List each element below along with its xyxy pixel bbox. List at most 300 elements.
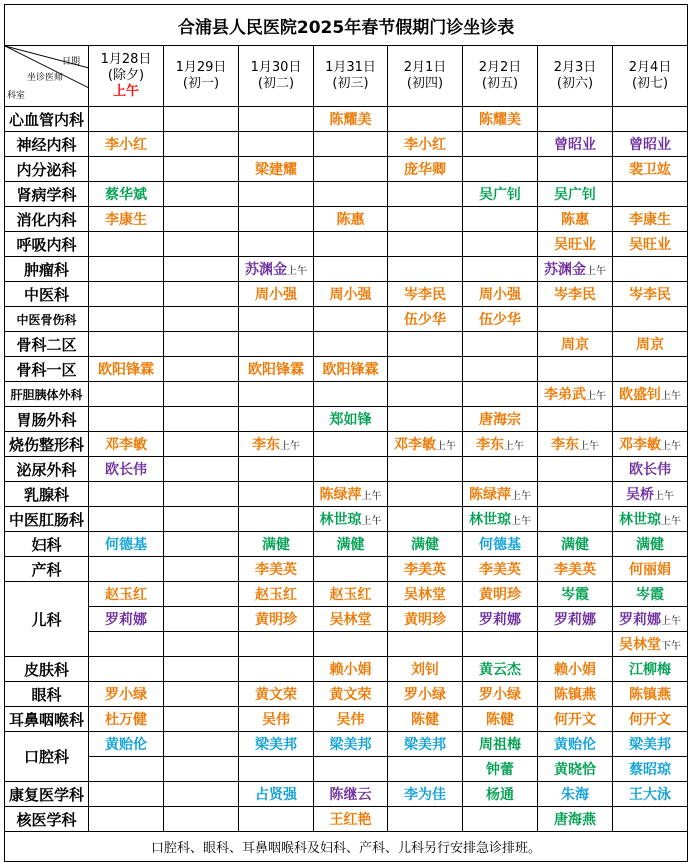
day-festival: (初二) [257, 76, 295, 91]
doctor-name: 周小强 [479, 287, 521, 303]
schedule-cell [388, 357, 463, 382]
schedule-cell [463, 182, 538, 207]
schedule-cell [164, 632, 239, 657]
schedule-cell [613, 232, 688, 257]
schedule-cell [463, 132, 538, 157]
doctor-name: 周小强 [329, 287, 372, 303]
schedule-cell [613, 357, 688, 382]
department-name: 神经内科 [5, 132, 89, 157]
schedule-cell [239, 582, 314, 607]
schedule-cell [164, 357, 239, 382]
schedule-cell [164, 207, 239, 232]
schedule-cell [314, 157, 388, 182]
doctor-name: 何开文 [554, 712, 596, 728]
doctor-name: 占贤强 [255, 787, 297, 803]
schedule-cell [463, 482, 538, 507]
table-row [5, 532, 688, 557]
schedule-cell [89, 282, 164, 307]
schedule-cell [239, 357, 314, 382]
schedule-cell [89, 657, 164, 682]
schedule-cell [388, 257, 463, 282]
schedule-cell [164, 582, 239, 607]
schedule-cell [314, 257, 388, 282]
department-name: 儿科 [5, 582, 89, 657]
schedule-cell [613, 432, 688, 457]
doctor-name: 何德基 [105, 537, 147, 553]
schedule-cell [89, 707, 164, 732]
doctor-name: 苏渊金 [544, 262, 586, 278]
schedule-cell [463, 357, 538, 382]
doctor-name: 蔡昭琼 [629, 762, 672, 778]
doctor-name: 赵玉红 [329, 587, 372, 603]
schedule-cell [89, 782, 164, 807]
session-note: 下午 [661, 641, 682, 652]
department-name: 呼吸内科 [5, 232, 89, 257]
schedule-cell [164, 807, 239, 832]
doctor-name: 伍少华 [404, 312, 446, 328]
schedule-cell [239, 107, 314, 132]
schedule-cell [89, 357, 164, 382]
schedule-cell [164, 307, 239, 332]
table-row [5, 582, 688, 607]
schedule-cell [314, 432, 388, 457]
doctor-name: 唐海宗 [479, 412, 521, 428]
schedule-cell [388, 557, 463, 582]
schedule-cell [89, 182, 164, 207]
doctor-name: 唐海燕 [554, 812, 596, 828]
department-name: 产科 [5, 557, 89, 582]
schedule-cell [613, 457, 688, 482]
department-name: 皮肤科 [5, 657, 89, 682]
doctor-name: 王红艳 [329, 812, 372, 828]
doctor-name: 满健 [411, 537, 439, 553]
doctor-name: 陈继云 [329, 787, 372, 803]
schedule-cell [89, 557, 164, 582]
doctor-name: 朱海 [561, 787, 589, 803]
schedule-cell [89, 107, 164, 132]
schedule-cell [538, 782, 613, 807]
schedule-cell [164, 407, 239, 432]
schedule-cell [613, 307, 688, 332]
schedule-cell [388, 407, 463, 432]
schedule-cell [314, 582, 388, 607]
doctor-name: 欧长伟 [105, 462, 147, 478]
doctor-name: 邓李敏 [105, 437, 147, 453]
doctor-name: 岑霞 [561, 587, 589, 603]
corner-header [5, 46, 89, 107]
day-festival: (初四) [406, 76, 444, 91]
schedule-cell [538, 282, 613, 307]
department-name: 核医学科 [5, 807, 89, 832]
doctor-name: 杜万健 [105, 712, 147, 728]
schedule-cell [164, 382, 239, 407]
department-name: 泌尿外科 [5, 457, 89, 482]
table-row [5, 557, 688, 582]
schedule-cell [314, 707, 388, 732]
doctor-name: 黄云杰 [479, 662, 521, 678]
schedule-cell [314, 482, 388, 507]
schedule-cell [239, 532, 314, 557]
doctor-name: 杨通 [486, 787, 514, 803]
schedule-cell [613, 507, 688, 532]
schedule-cell [613, 107, 688, 132]
day-header [164, 46, 239, 107]
schedule-cell [613, 132, 688, 157]
department-name: 中医科 [5, 282, 89, 307]
schedule-cell [314, 207, 388, 232]
schedule-cell [314, 632, 388, 657]
schedule-table [4, 4, 688, 862]
schedule-cell [314, 382, 388, 407]
schedule-cell [89, 432, 164, 457]
department-name: 骨科一区 [5, 357, 89, 382]
schedule-cell [463, 207, 538, 232]
schedule-cell [613, 657, 688, 682]
doctor-name: 曾昭业 [629, 137, 672, 153]
schedule-cell [314, 307, 388, 332]
doctor-name: 李康生 [629, 212, 672, 228]
doctor-name: 黄文荣 [329, 687, 372, 703]
table-row [5, 657, 688, 682]
schedule-cell [89, 257, 164, 282]
doctor-name: 林世琼 [469, 512, 511, 528]
schedule-cell [388, 432, 463, 457]
doctor-name: 李小红 [404, 137, 446, 153]
day-festival: (除夕) [107, 68, 145, 83]
schedule-cell [538, 307, 613, 332]
doctor-name: 岑霞 [636, 587, 665, 603]
schedule-cell [89, 507, 164, 532]
session-note: 上午 [654, 491, 675, 502]
doctor-name: 吴伟 [336, 712, 365, 728]
doctor-name: 吴广钊 [554, 187, 596, 203]
doctor-name: 陈健 [486, 712, 514, 728]
schedule-cell [388, 382, 463, 407]
schedule-cell [613, 382, 688, 407]
department-name: 消化内科 [5, 207, 89, 232]
day-header [613, 46, 688, 107]
schedule-cell [314, 557, 388, 582]
schedule-cell [538, 557, 613, 582]
schedule-cell [388, 707, 463, 732]
doctor-name: 李弟武 [544, 387, 586, 403]
schedule-cell [613, 207, 688, 232]
session-note: 上午 [504, 441, 524, 452]
doctor-name: 周小强 [255, 287, 297, 303]
table-row [5, 407, 688, 432]
department-name: 心血管内科 [5, 107, 89, 132]
department-name: 烧伤整形科 [5, 432, 89, 457]
session-note: 上午 [280, 441, 300, 452]
schedule-cell [164, 432, 239, 457]
department-name: 中医骨伤科 [5, 307, 89, 332]
schedule-cell [314, 182, 388, 207]
schedule-cell [463, 782, 538, 807]
schedule-cell [164, 707, 239, 732]
doctor-name: 曾昭业 [554, 137, 596, 153]
schedule-cell [164, 682, 239, 707]
schedule-cell [538, 207, 613, 232]
schedule-cell [538, 732, 613, 757]
doctor-name: 李美英 [479, 562, 521, 578]
corner-doctor-label: 坐诊医师 [27, 73, 64, 83]
schedule-cell [538, 407, 613, 432]
schedule-cell [388, 207, 463, 232]
doctor-name: 周京 [636, 337, 665, 353]
schedule-cell [164, 757, 239, 782]
schedule-cell [239, 432, 314, 457]
schedule-cell [463, 657, 538, 682]
doctor-name: 罗小绿 [105, 687, 147, 703]
schedule-cell [89, 482, 164, 507]
table-row [5, 757, 688, 782]
department-name: 中医肛肠科 [5, 507, 89, 532]
doctor-name: 梁美邦 [404, 737, 446, 753]
schedule-cell [89, 632, 164, 657]
schedule-cell [613, 682, 688, 707]
schedule-cell [538, 132, 613, 157]
schedule-cell [463, 607, 538, 632]
schedule-cell [613, 607, 688, 632]
department-name: 肝胆胰体外科 [5, 382, 89, 407]
doctor-name: 罗莉娜 [554, 612, 596, 628]
day-header [314, 46, 388, 107]
day-date: 2月3日 [553, 60, 597, 75]
day-header [388, 46, 463, 107]
department-name: 骨科二区 [5, 332, 89, 357]
schedule-cell [164, 657, 239, 682]
day-header [538, 46, 613, 107]
doctor-name: 欧阳锋霖 [98, 362, 154, 378]
table-row [5, 332, 688, 357]
doctor-name: 陈绿萍 [469, 487, 511, 503]
schedule-cell [164, 457, 239, 482]
table-row [5, 207, 688, 232]
schedule-cell [388, 807, 463, 832]
doctor-name: 岑李民 [554, 287, 596, 303]
doctor-name: 满健 [336, 537, 365, 553]
doctor-name: 陈健 [411, 712, 439, 728]
session-note: 上午 [579, 441, 599, 452]
doctor-name: 梁美邦 [329, 737, 372, 753]
schedule-cell [463, 807, 538, 832]
schedule-cell [239, 332, 314, 357]
department-name: 乳腺科 [5, 482, 89, 507]
doctor-name: 赵玉红 [105, 587, 147, 603]
schedule-cell [613, 332, 688, 357]
schedule-cell [463, 382, 538, 407]
doctor-name: 欧长伟 [629, 462, 672, 478]
schedule-cell [239, 307, 314, 332]
schedule-cell [89, 332, 164, 357]
schedule-cell [463, 632, 538, 657]
doctor-name: 邓李敏 [619, 437, 662, 453]
table-row [5, 807, 688, 832]
schedule-cell [388, 507, 463, 532]
session-note: 上午 [436, 441, 456, 452]
schedule-cell [388, 657, 463, 682]
schedule-cell [314, 357, 388, 382]
doctor-name: 黄晓恰 [554, 762, 596, 778]
schedule-cell [164, 532, 239, 557]
department-name: 康复医学科 [5, 782, 89, 807]
schedule-cell [314, 532, 388, 557]
day-date: 1月31日 [325, 60, 376, 75]
schedule-cell [239, 157, 314, 182]
schedule-cell [613, 582, 688, 607]
department-name: 眼科 [5, 682, 89, 707]
schedule-cell [538, 532, 613, 557]
schedule-cell [314, 782, 388, 807]
footer-note: 口腔科、眼科、耳鼻咽喉科及妇科、产科、儿科另行安排急诊排班。 [5, 832, 688, 862]
page-title: 合浦县人民医院2025年春节假期门诊坐诊表 [5, 5, 688, 46]
doctor-name: 蔡华斌 [105, 187, 147, 203]
doctor-name: 周京 [561, 337, 589, 353]
table-row [5, 707, 688, 732]
schedule-cell [463, 257, 538, 282]
table-row [5, 107, 688, 132]
schedule-cell [538, 757, 613, 782]
schedule-cell [239, 557, 314, 582]
schedule-cell [89, 582, 164, 607]
doctor-name: 吴旺业 [554, 237, 596, 253]
schedule-cell [314, 807, 388, 832]
schedule-cell [89, 157, 164, 182]
doctor-name: 吴桥 [626, 487, 655, 503]
schedule-cell [239, 757, 314, 782]
schedule-cell [388, 157, 463, 182]
session-note: 上午 [361, 491, 382, 502]
schedule-cell [463, 107, 538, 132]
day-header [239, 46, 314, 107]
doctor-name: 罗小绿 [479, 687, 521, 703]
doctor-name: 何德基 [479, 537, 521, 553]
day-festival: (初三) [332, 76, 369, 91]
doctor-name: 赵玉红 [255, 587, 297, 603]
table-row [5, 357, 688, 382]
table-row [5, 682, 688, 707]
schedule-cell [538, 807, 613, 832]
doctor-name: 梁美邦 [255, 737, 297, 753]
schedule-cell [239, 182, 314, 207]
day-date: 1月30日 [250, 60, 302, 75]
doctor-name: 罗莉娜 [619, 612, 662, 628]
schedule-cell [538, 582, 613, 607]
schedule-cell [463, 707, 538, 732]
table-row [5, 382, 688, 407]
schedule-cell [463, 757, 538, 782]
doctor-name: 李小红 [105, 137, 147, 153]
schedule-cell [314, 232, 388, 257]
doctor-name: 刘钊 [411, 662, 439, 678]
schedule-cell [314, 407, 388, 432]
table-row [5, 257, 688, 282]
schedule-cell [89, 457, 164, 482]
doctor-name: 林世琼 [619, 512, 662, 528]
table-row [5, 482, 688, 507]
department-name: 内分泌科 [5, 157, 89, 182]
schedule-cell [239, 207, 314, 232]
doctor-name: 陈绿萍 [319, 487, 362, 503]
schedule-cell [89, 732, 164, 757]
doctor-name: 梁美邦 [629, 737, 672, 753]
schedule-cell [239, 232, 314, 257]
schedule-cell [388, 682, 463, 707]
session-note: 上午 [661, 616, 682, 627]
table-row [5, 157, 688, 182]
schedule-cell [314, 282, 388, 307]
day-header [463, 46, 538, 107]
schedule-cell [314, 132, 388, 157]
table-row [5, 432, 688, 457]
department-name: 耳鼻咽喉科 [5, 707, 89, 732]
schedule-cell [388, 332, 463, 357]
schedule-cell [388, 632, 463, 657]
doctor-name: 满健 [262, 537, 290, 553]
schedule-cell [164, 107, 239, 132]
schedule-cell [314, 657, 388, 682]
doctor-name: 岑李民 [629, 287, 672, 303]
schedule-cell [613, 532, 688, 557]
table-row [5, 782, 688, 807]
doctor-name: 罗莉娜 [479, 612, 521, 628]
schedule-cell [388, 132, 463, 157]
schedule-cell [89, 532, 164, 557]
doctor-name: 李东 [551, 437, 579, 453]
doctor-name: 庞华卿 [404, 162, 446, 178]
schedule-cell [388, 182, 463, 207]
department-name: 肿瘤科 [5, 257, 89, 282]
table-row [5, 282, 688, 307]
schedule-cell [164, 157, 239, 182]
schedule-cell [314, 507, 388, 532]
doctor-name: 罗小绿 [404, 687, 446, 703]
schedule-cell [388, 307, 463, 332]
schedule-cell [463, 507, 538, 532]
schedule-cell [89, 307, 164, 332]
schedule-cell [239, 282, 314, 307]
schedule-cell [538, 232, 613, 257]
schedule-cell [239, 457, 314, 482]
session-note: 上午 [586, 391, 606, 402]
schedule-cell [164, 282, 239, 307]
schedule-cell [538, 657, 613, 682]
schedule-cell [538, 332, 613, 357]
doctor-name: 陈惠 [336, 212, 365, 228]
schedule-cell [239, 732, 314, 757]
doctor-name: 罗莉娜 [105, 612, 147, 628]
table-row [5, 507, 688, 532]
doctor-name: 邓李敏 [394, 437, 436, 453]
schedule-cell [613, 782, 688, 807]
schedule-cell [538, 432, 613, 457]
doctor-name: 黄文荣 [255, 687, 297, 703]
schedule-cell [463, 457, 538, 482]
doctor-name: 周祖梅 [479, 737, 521, 753]
schedule-cell [613, 282, 688, 307]
schedule-cell [538, 382, 613, 407]
table-row [5, 732, 688, 757]
doctor-name: 苏渊金 [245, 262, 287, 278]
schedule-cell [388, 782, 463, 807]
schedule-cell [239, 682, 314, 707]
schedule-cell [164, 257, 239, 282]
doctor-name: 江柳梅 [629, 662, 672, 678]
schedule-cell [239, 407, 314, 432]
schedule-cell [388, 107, 463, 132]
doctor-name: 李为佳 [404, 787, 446, 803]
schedule-cell [463, 157, 538, 182]
